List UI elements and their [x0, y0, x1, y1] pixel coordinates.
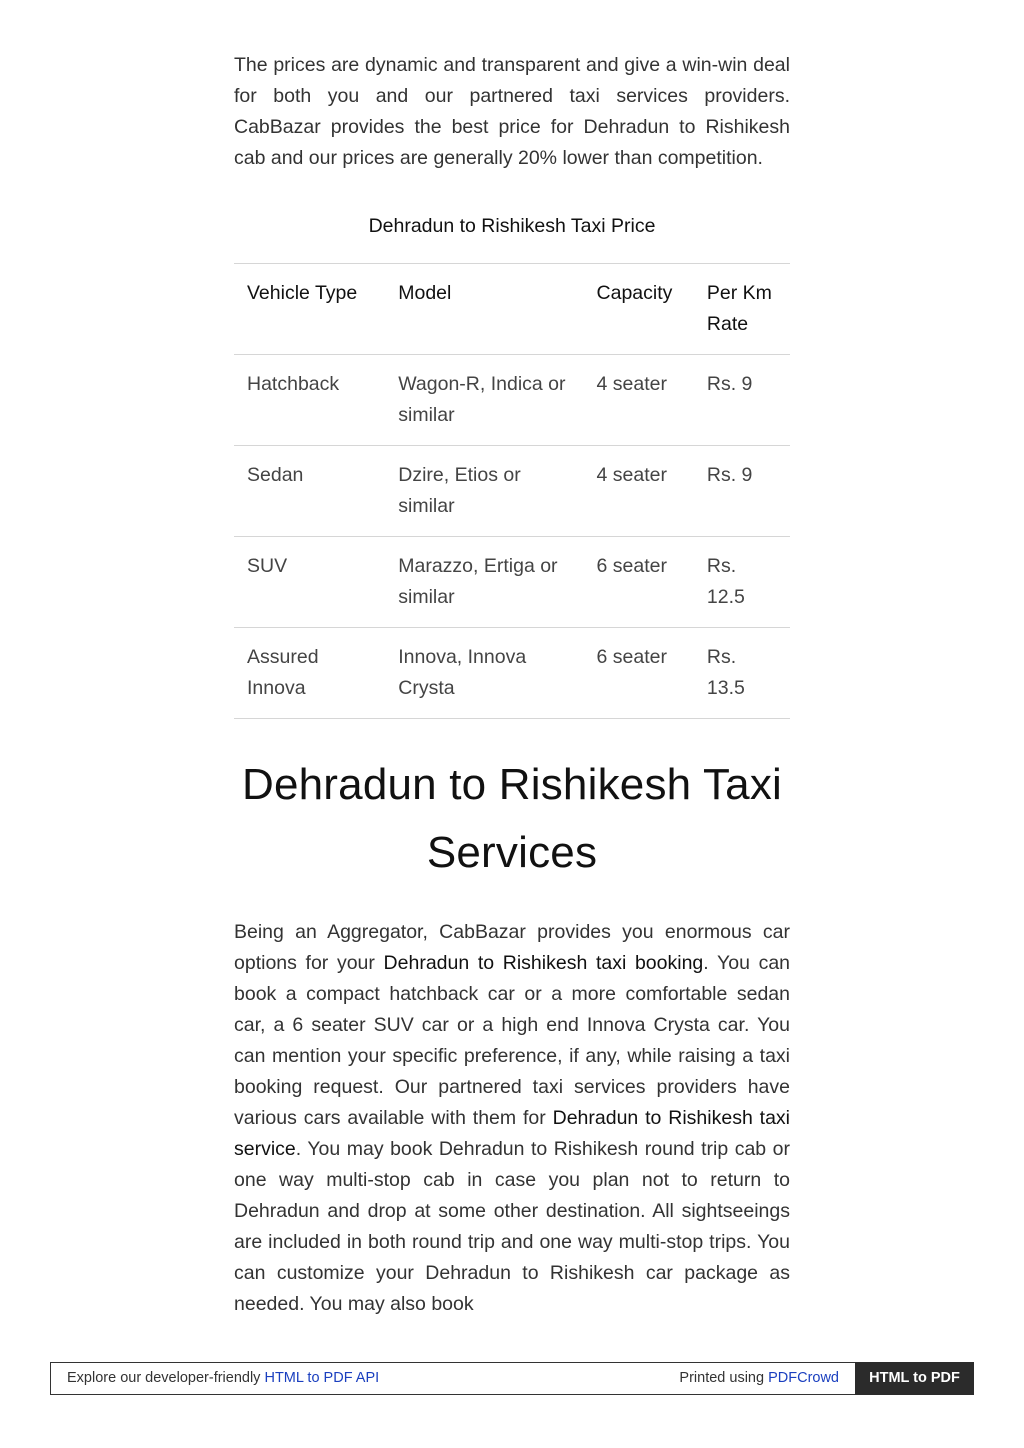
services-text-part-3: . You may book Dehradun to Rishikesh round trip cab or one way multi-stop cab in case you plan not to return to Dehradun and drop at some other destination. All sightseeings are included in both round trip and one way multi-stop trips. You can customize your Dehradun to Rishikesh car package as needed. You may also book: [234, 1138, 790, 1315]
cell-model: Marazzo, Ertiga or similar: [385, 537, 583, 628]
pdfcrowd-link[interactable]: PDFCrowd: [768, 1370, 839, 1386]
header-per-km-rate: Per Km Rate: [694, 264, 790, 355]
cell-model: Innova, Innova Crysta: [385, 628, 583, 719]
header-vehicle-type: Vehicle Type: [234, 264, 385, 355]
taxi-service-link[interactable]: Dehradun to Rishikesh taxi service: [234, 1107, 790, 1160]
cell-vehicle-type: Assured Innova: [234, 628, 385, 719]
html-to-pdf-button[interactable]: HTML to PDF: [855, 1362, 974, 1395]
footer-printed-text: Printed using: [679, 1370, 769, 1386]
cell-capacity: 4 seater: [584, 446, 694, 537]
cell-vehicle-type: Hatchback: [234, 355, 385, 446]
cell-rate: Rs. 12.5: [694, 537, 790, 628]
cell-vehicle-type: Sedan: [234, 446, 385, 537]
header-model: Model: [385, 264, 583, 355]
footer-explore: [67, 1363, 379, 1394]
cell-vehicle-type: SUV: [234, 537, 385, 628]
cell-capacity: 6 seater: [584, 537, 694, 628]
table-row: [234, 355, 790, 446]
cell-model: Wagon-R, Indica or similar: [385, 355, 583, 446]
services-text-part-2: . You can book a compact hatchback car or a more comfortable sedan car, a 6 seater SUV car or a high end Innova Crysta car. You can mention your specific preference, if any, while raising a taxi booking request. Our partnered taxi services providers have various cars available with them for: [234, 952, 791, 1129]
cell-rate: Rs. 9: [694, 355, 790, 446]
cell-capacity: 6 seater: [584, 628, 694, 719]
html-to-pdf-api-link[interactable]: HTML to PDF API: [264, 1370, 380, 1386]
cell-rate: Rs. 13.5: [694, 628, 790, 719]
taxi-booking-link[interactable]: Dehradun to Rishikesh taxi booking: [383, 952, 704, 974]
services-text-part-1: Being an Aggregator, CabBazar provides you enormous car options for your: [234, 921, 790, 974]
services-heading: Dehradun to Rishikesh Taxi Services: [241, 760, 782, 877]
table-row: [234, 537, 790, 628]
footer-explore-text: Explore our developer-friendly: [67, 1370, 265, 1386]
footer-printed: [679, 1363, 839, 1394]
page-content: [234, 50, 790, 1320]
table-row: [234, 628, 790, 719]
cell-model: Dzire, Etios or similar: [385, 446, 583, 537]
cell-capacity: 4 seater: [584, 355, 694, 446]
table-header-row: [234, 264, 790, 355]
cell-rate: Rs. 9: [694, 446, 790, 537]
pdfcrowd-footer-bar: [50, 1362, 974, 1395]
table-row: [234, 446, 790, 537]
table-caption: Dehradun to Rishikesh Taxi Price: [368, 215, 656, 237]
intro-paragraph: The prices are dynamic and transparent and give a win-win deal for both you and our partnered taxi services providers. CabBazar provides the best price for Dehradun to Rishikesh cab and our prices are generally 20% lower than competition.: [234, 54, 790, 169]
header-capacity: Capacity: [584, 264, 694, 355]
services-paragraph: [234, 917, 790, 1320]
price-table: [234, 263, 790, 719]
